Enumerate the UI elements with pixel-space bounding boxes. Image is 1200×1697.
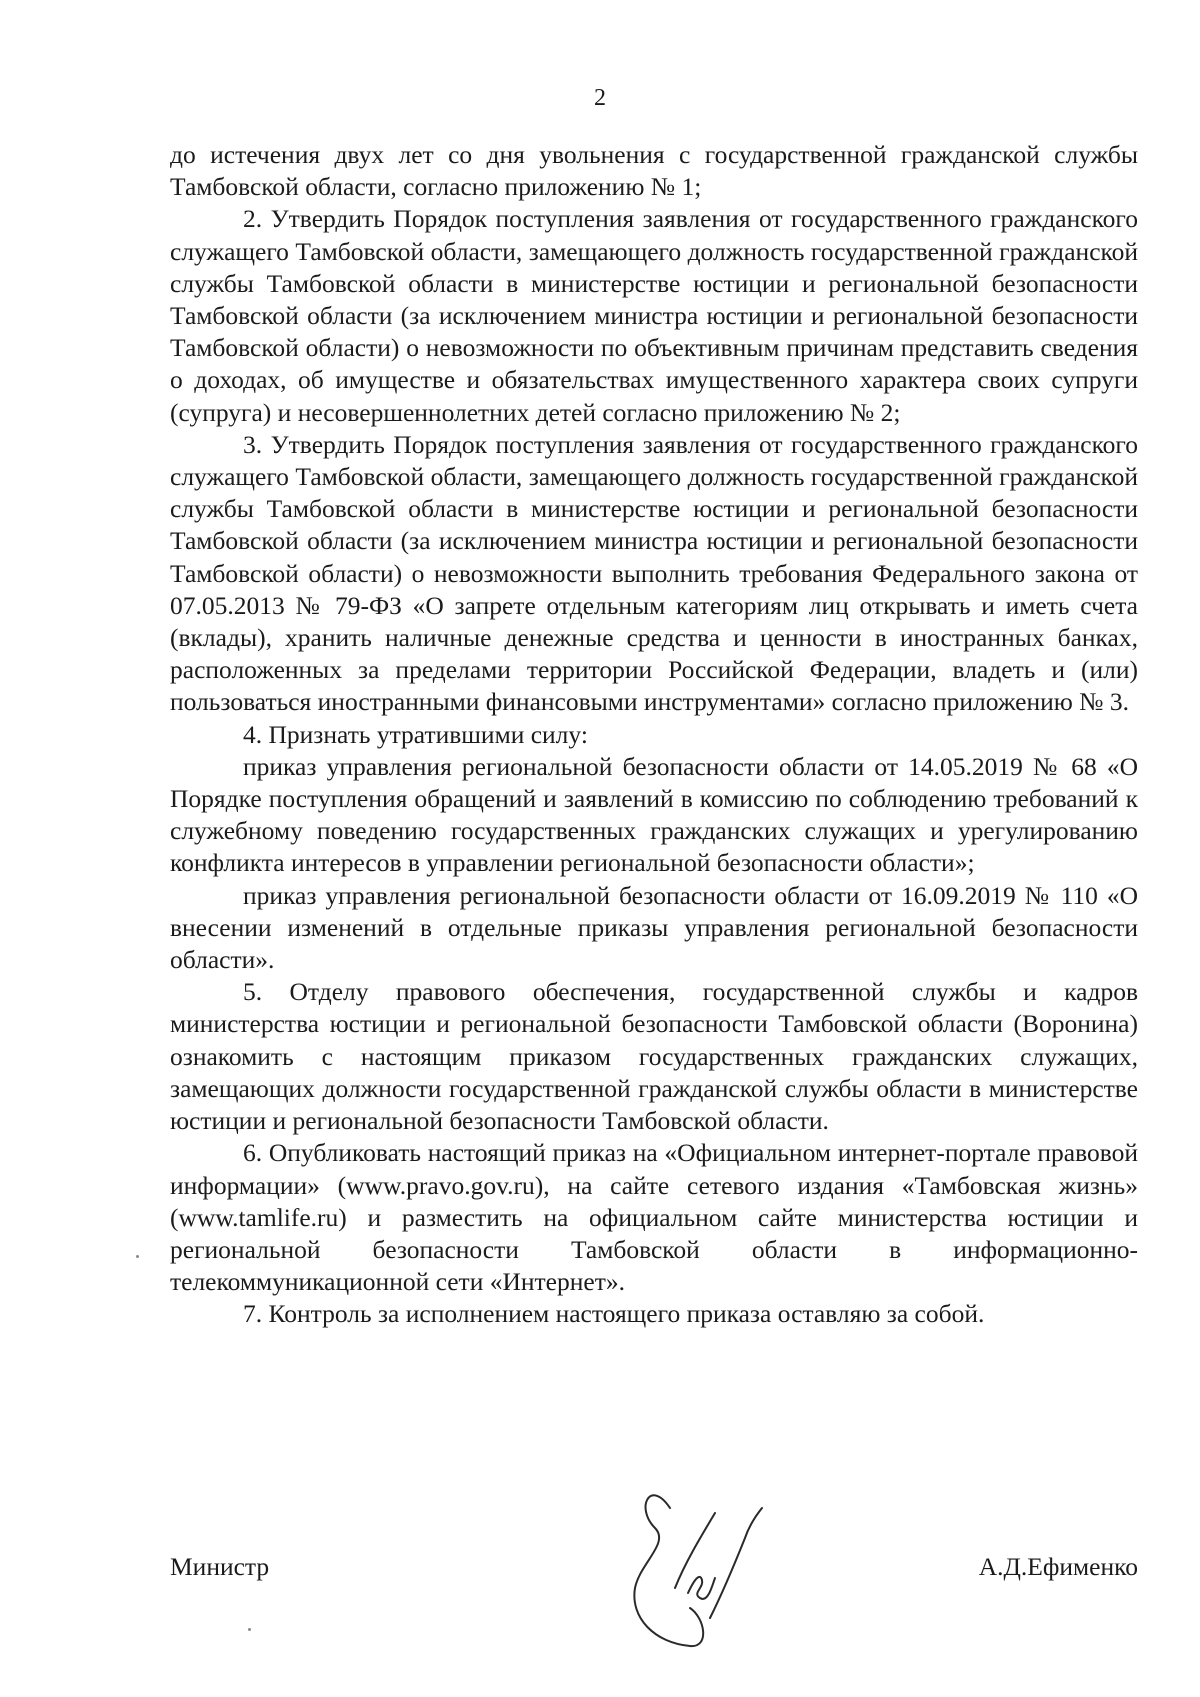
paragraph-item-4-order-1: приказ управления региональной безопасности области от 14.05.2019 № 68 «О Порядке поступления обращений и заявлений в комиссию по соблюдению требований к служебному поведению государственных гражданских служащих и урегулированию конфликта интересов в управлении региональной безопасности области»; xyxy=(170,751,1138,878)
document-body xyxy=(170,139,1138,1331)
paragraph-item-4: 4. Признать утратившими силу: xyxy=(243,719,588,749)
paragraph-item-7: 7. Контроль за исполнением настоящего приказа оставляю за собой. xyxy=(243,1299,985,1329)
paragraph-continuation: до истечения двух лет со дня увольнения с государственной гражданской службы Тамбовской области, согласно приложению № 1; xyxy=(170,140,1138,202)
paragraph-item-6: 6. Опубликовать настоящий приказ на «Официальном интернет-портале правовой информации» (www.pravo.gov.ru), на сайте сетевого издания «Тамбовская жизнь» (www.tamlife.ru) и разместить на официальном сайте министерства юстиции и региональной безопасности Тамбовской области в информационно- телекоммуникационной сети «Интернет». xyxy=(170,1138,1138,1297)
scan-speck xyxy=(248,1628,251,1631)
paragraph-item-5: 5. Отделу правового обеспечения, государственной службы и кадров министерства юстиции и региональной безопасности Тамбовской области (Воронина) ознакомить с настоящим приказом государственных гражданских служащих, замещающих должности государственной гражданской службы области в министерстве юстиции и региональной безопасности Тамбовской области. xyxy=(170,977,1138,1136)
paragraph-item-2: 2. Утвердить Порядок поступления заявления от государственного гражданского служащего Тамбовской области, замещающего должность государственной гражданской службы Тамбовской области в министерстве юстиции и региональной безопасности Тамбовской области (за исключением министра юстиции и региональной безопасности Тамбовской области) о невозможности по объективным причинам представить сведения о доходах, об имуществе и обязательствах имущественного характера своих супруги (супруга) и несовершеннолетних детей согласно приложению № 2; xyxy=(170,204,1138,427)
signatory-name: А.Д.Ефименко xyxy=(978,1552,1138,1581)
page-number: 2 xyxy=(594,85,606,111)
paragraph-item-4-order-2: приказ управления региональной безопасности области от 16.09.2019 № 110 «О внесении изменений в отдельные приказы управления региональной безопасности области». xyxy=(170,880,1138,975)
signature-block xyxy=(170,1551,1138,1591)
paragraph-item-3: 3. Утвердить Порядок поступления заявления от государственного гражданского служащего Тамбовской области, замещающего должность государственной гражданской службы Тамбовской области в министерстве юстиции и региональной безопасности Тамбовской области (за исключением министра юстиции и региональной безопасности Тамбовской области) о невозможности выполнить требования Федерального закона от 07.05.2013 № 79-ФЗ «О запрете отдельным категориям лиц открывать и иметь счета (вклады), хранить наличные денежные средства и ценности в иностранных банках, расположенных за пределами территории Российской Федерации, владеть и (или) пользоваться иностранными финансовыми инструментами» согласно приложению № 3. xyxy=(170,429,1138,717)
signatory-title: Министр xyxy=(170,1552,270,1581)
scan-speck xyxy=(136,1255,139,1258)
